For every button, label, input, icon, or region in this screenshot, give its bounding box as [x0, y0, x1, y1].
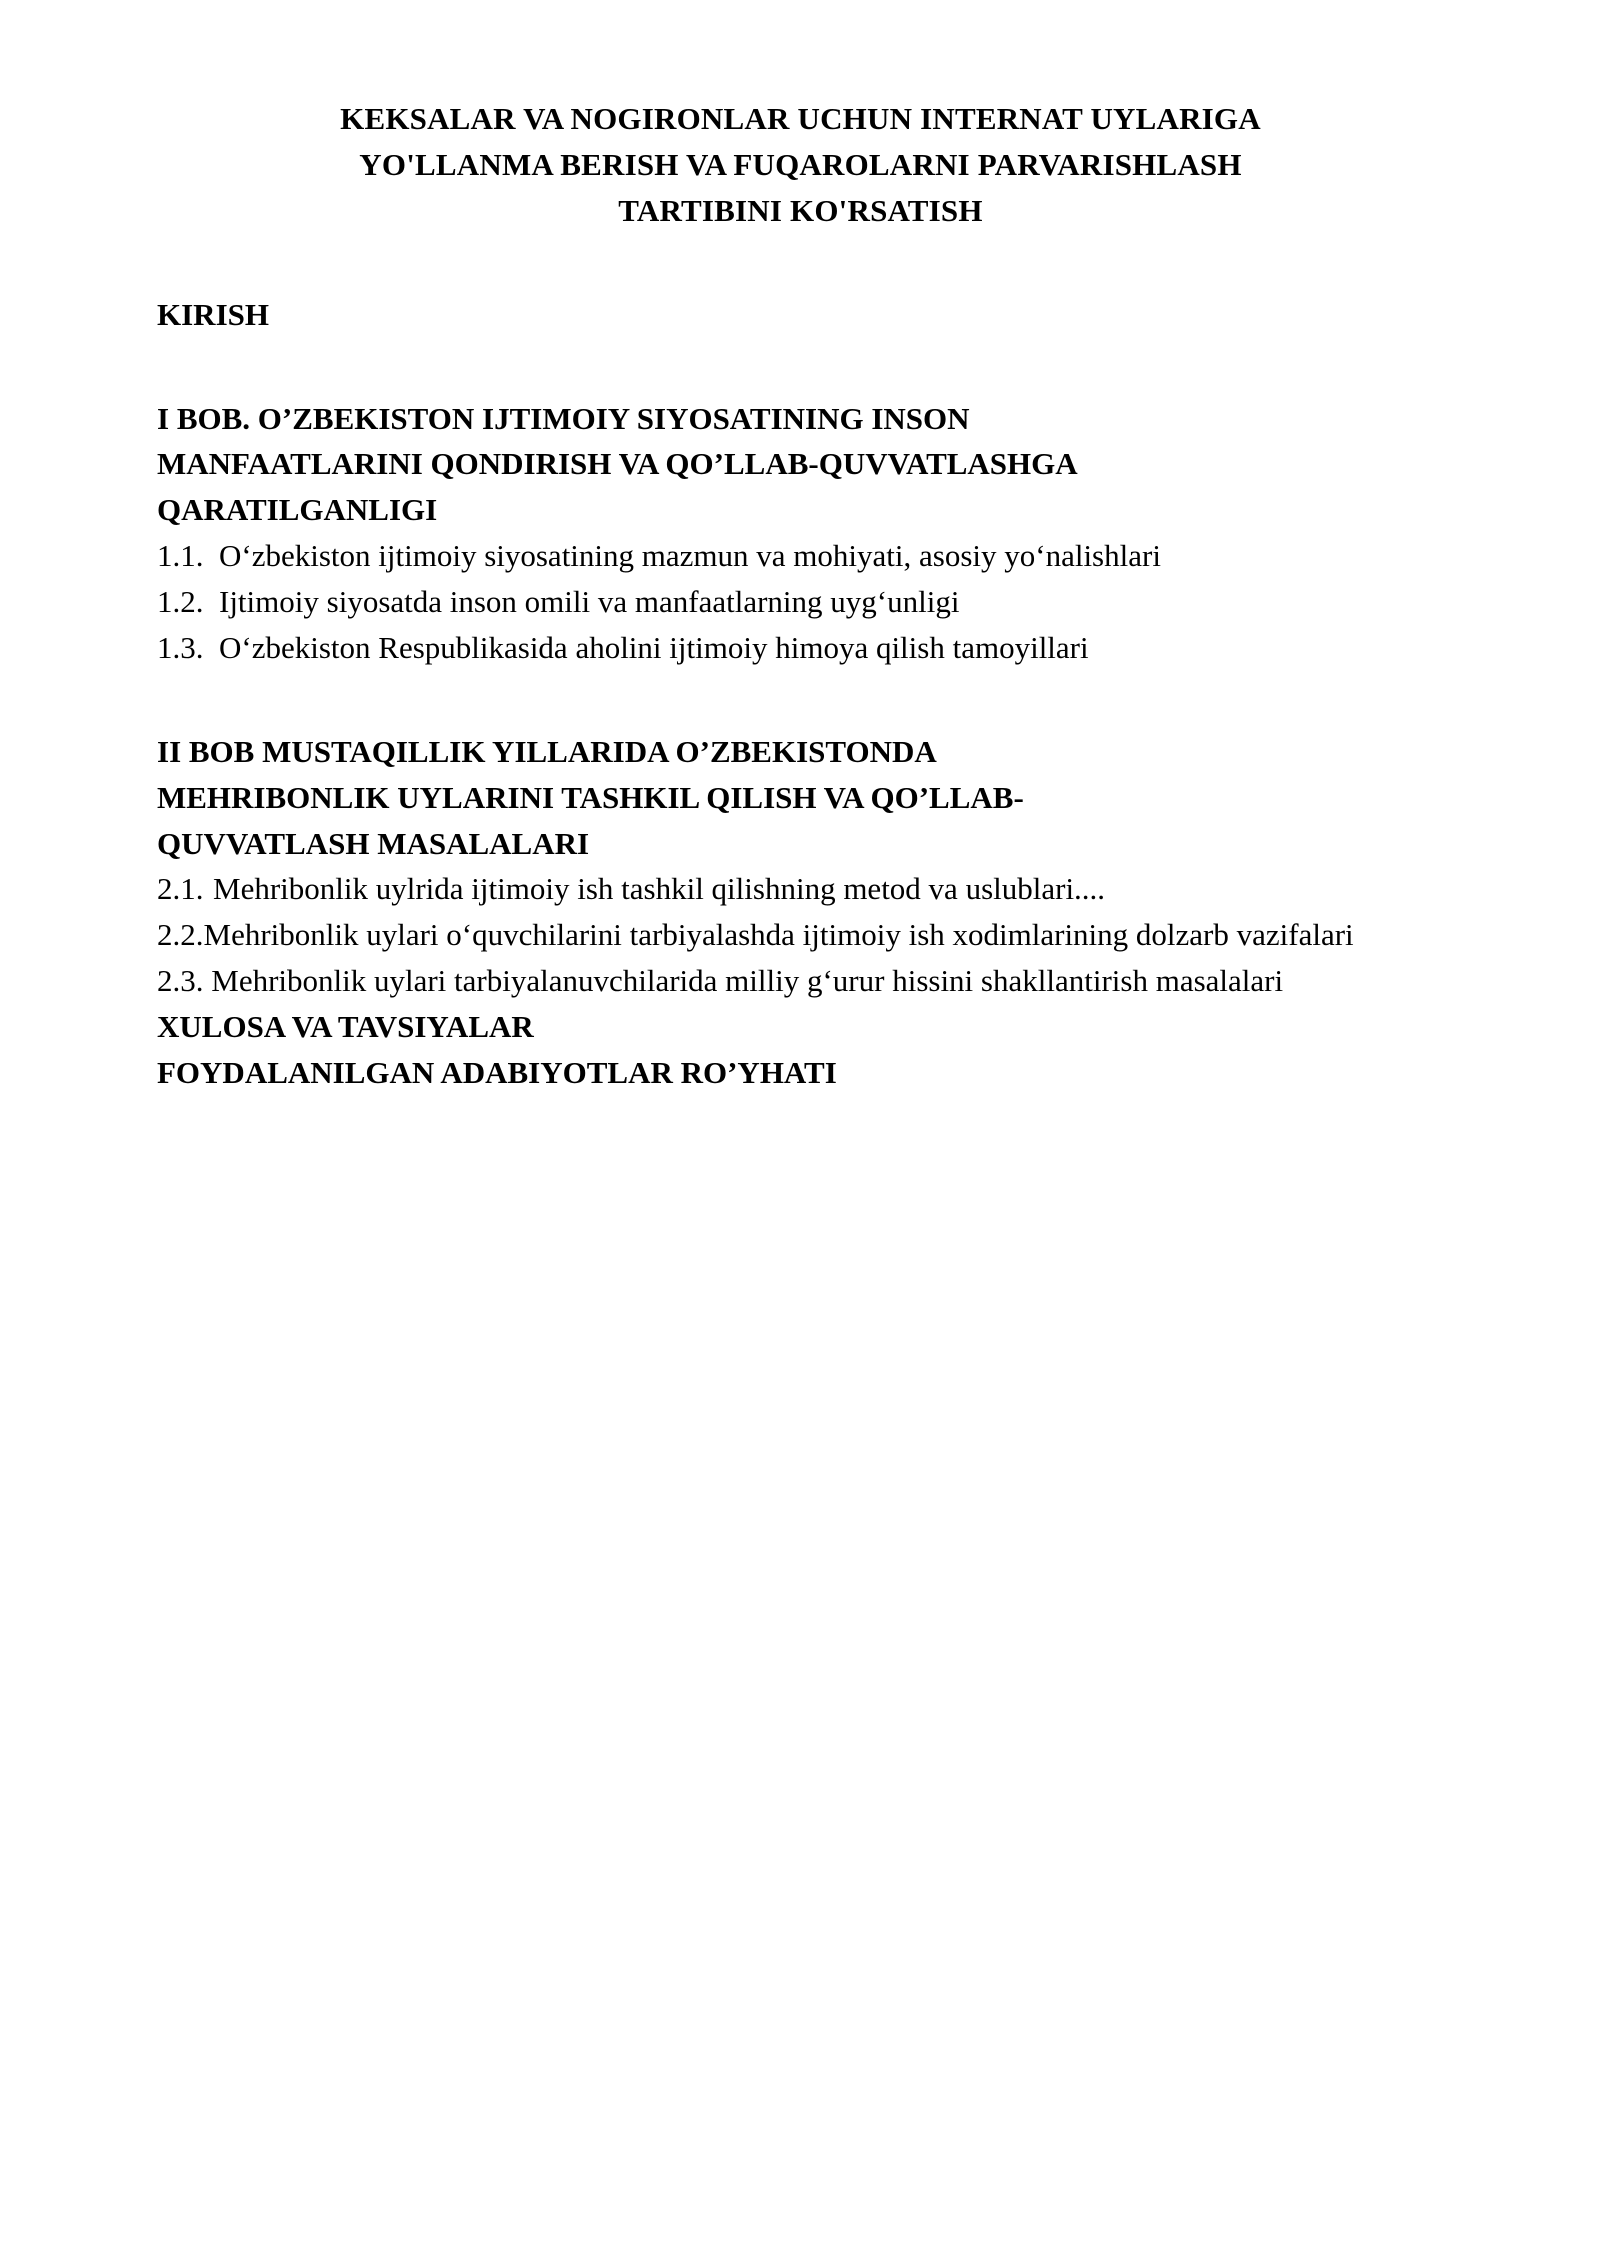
toc-number-1-1: 1.1.: [157, 538, 204, 574]
chapter-one-heading-line-3: QARATILGANLIGI: [157, 492, 438, 528]
page-content: [157, 0, 1444, 1096]
toc-text-2-3: Mehribonlik uylari tarbiyalanuvchilarida milliy g‘urur hissini shakllantirish masalalari: [211, 963, 1284, 999]
document-title-line-3: TARTIBINI KO'RSATISH: [618, 192, 983, 228]
toc-item-2-2: [157, 912, 1444, 958]
chapter-one-heading-line-2: MANFAATLARINI QONDIRISH VA QO’LLAB-QUVVATLASHGA: [157, 446, 1078, 482]
toc-item-1-1: [157, 533, 1444, 579]
conclusion-heading: XULOSA VA TAVSIYALAR: [157, 1009, 534, 1044]
toc-item-1-3: [157, 625, 1444, 671]
document-title-line-1: KEKSALAR VA NOGIRONLAR UCHUN INTERNAT UYLARIGA: [340, 101, 1261, 136]
chapter-two-heading-line-3: QUVVATLASH MASALALARI: [157, 825, 590, 861]
spacer-after-title: [157, 234, 1444, 292]
toc-text-1-3: O‘zbekiston Respublikasida aholini ijtimoiy himoya qilish tamoyillari: [219, 629, 1089, 665]
chapter-two-heading: [157, 729, 1444, 867]
references-heading: FOYDALANILGAN ADABIYOTLAR RO’YHATI: [157, 1054, 837, 1090]
toc-item-1-2: [157, 579, 1444, 625]
toc-text-1-1: O‘zbekiston ijtimoiy siyosatining mazmun va mohiyati, asosiy yo‘nalishlari: [219, 538, 1161, 574]
intro-heading: KIRISH: [157, 296, 269, 332]
toc-text-2-2: Mehribonlik uylari o‘quvchilarini tarbiyalashda ijtimoiy ish xodimlarining dolzarb vazifalari: [203, 917, 1354, 953]
toc-text-2-1: Mehribonlik uylrida ijtimoiy ish tashkil qilishning metod va uslublari....: [213, 871, 1106, 907]
toc-number-2-3: 2.3.: [157, 963, 204, 999]
chapter-one-heading: [157, 396, 1444, 534]
toc-item-2-3: [157, 958, 1444, 1004]
toc-item-2-1: [157, 866, 1444, 912]
document-title: [157, 0, 1444, 234]
document-title-line-2: YO'LLANMA BERISH VA FUQAROLARNI PARVARISHLASH: [359, 146, 1242, 182]
chapter-one-heading-line-1: I BOB. O’ZBEKISTON IJTIMOIY SIYOSATINING INSON: [157, 400, 970, 436]
chapter-two-heading-line-1: II BOB MUSTAQILLIK YILLARIDA O’ZBEKISTONDA: [157, 733, 937, 769]
spacer-after-intro: [157, 338, 1444, 396]
toc-number-1-2: 1.2.: [157, 584, 204, 619]
toc-number-2-2: 2.2.: [157, 917, 204, 953]
chapter-two-heading-line-2: MEHRIBONLIK UYLARINI TASHKIL QILISH VA QO’LLAB-: [157, 779, 1024, 815]
toc-number-2-1: 2.1.: [157, 871, 204, 907]
spacer-between-chapters: [157, 671, 1444, 729]
toc-number-1-3: 1.3.: [157, 629, 204, 665]
toc-text-1-2: Ijtimoiy siyosatda inson omili va manfaatlarning uyg‘unligi: [219, 584, 960, 619]
